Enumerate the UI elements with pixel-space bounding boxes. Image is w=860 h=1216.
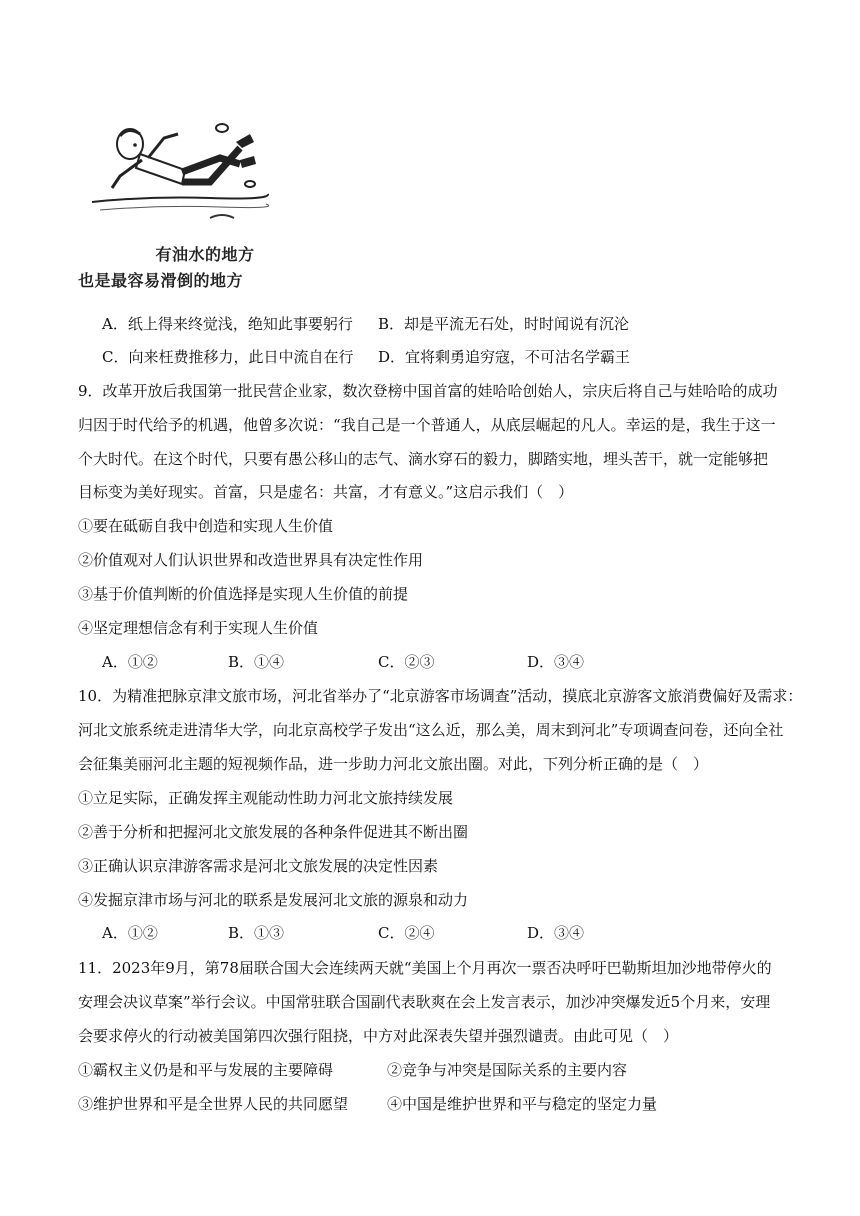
q9-option-c: C．②③ (378, 653, 435, 671)
slipping-man-drawing (90, 118, 270, 238)
q10-option-a: A．①② (102, 924, 158, 942)
q10-stem-line2: 河北文旅系统走进清华大学，向北京高校学子发出“这么近，那么美，周末到河北”专项调查问卷，还向全社 (78, 721, 784, 739)
cartoon-caption-line1: 有油水的地方 (155, 245, 255, 264)
q10-item-1: ①立足实际，正确发挥主观能动性助力河北文旅持续发展 (78, 789, 454, 807)
q11-stem-line2: 安理会决议草案”举行会议。中国常驻联合国副代表耿爽在会上发言表示，加沙冲突爆发近5个月来，安理 (78, 993, 771, 1011)
q9-stem-line3: 个大时代。在这个时代，只要有愚公移山的志气、滴水穿石的毅力，脚踏实地，埋头苦干，就一定能够把 (78, 450, 769, 468)
q9-stem-line2: 归因于时代给予的机遇，他曾多次说：“我自己是一个普通人，从底层崛起的凡人。幸运的是，我生于这一 (78, 416, 776, 434)
q10-option-c: C．②④ (378, 924, 435, 942)
q8-option-d: D．宜将剩勇追穷寇，不可沽名学霸王 (378, 348, 631, 366)
q9-item-1: ①要在砥砺自我中创造和实现人生价值 (78, 517, 334, 535)
q11-item-3: ③维护世界和平是全世界人民的共同愿望 (78, 1095, 349, 1113)
q11-stem-line3: 会要求停火的行动被美国第四次强行阻挠，中方对此深表失望并强烈谴责。由此可见（ ） (78, 1027, 679, 1045)
cartoon-illustration (76, 118, 286, 298)
q9-option-a: A．①② (102, 653, 158, 671)
q11-item-4: ④中国是维护世界和平与稳定的坚定力量 (387, 1095, 658, 1113)
cartoon-caption-line2: 也是最容易滑倒的地方 (78, 271, 244, 290)
q9-stem-line1: 9．改革开放后我国第一批民营企业家，数次登榜中国首富的娃哈哈创始人，宗庆后将自己与娃哈哈的成功 (78, 382, 778, 400)
q9-option-d: D．③④ (527, 653, 585, 671)
q10-item-3: ③正确认识京津游客需求是河北文旅发展的决定性因素 (78, 857, 439, 875)
q10-stem-line1: 10．为精准把脉京津文旅市场，河北省举办了“北京游客市场调查”活动，摸底北京游客文旅消费偏好及需求： (78, 687, 803, 705)
q11-item-1: ①霸权主义仍是和平与发展的主要障碍 (78, 1061, 334, 1079)
q11-stem-line1: 11．2023年9月，第78届联合国大会连续两天就“美国上个月再次一票否决呼吁巴勒斯坦加沙地带停火的 (78, 959, 772, 977)
q8-option-b: B．却是平流无石处，时时闻说有沉沦 (378, 315, 630, 333)
q8-option-a: A．纸上得来终觉浅，绝知此事要躬行 (102, 315, 353, 333)
q11-item-2: ②竞争与冲突是国际关系的主要内容 (387, 1061, 628, 1079)
q10-item-2: ②善于分析和把握河北文旅发展的各种条件促进其不断出圈 (78, 823, 469, 841)
q9-item-3: ③基于价值判断的价值选择是实现人生价值的前提 (78, 585, 409, 603)
q10-stem-line3: 会征集美丽河北主题的短视频作品，进一步助力河北文旅出圈。对此，下列分析正确的是（ ） (78, 755, 709, 773)
q8-option-c: C．向来枉费推移力，此日中流自在行 (102, 348, 354, 366)
q10-item-4: ④发掘京津市场与河北的联系是发展河北文旅的源泉和动力 (78, 891, 469, 909)
q10-option-d: D．③④ (527, 924, 585, 942)
q9-stem-line4: 目标变为美好现实。首富，只是虚名：共富，才有意义。”这启示我们（ ） (78, 483, 574, 501)
q9-option-b: B．①④ (228, 653, 285, 671)
q9-item-2: ②价值观对人们认识世界和改造世界具有决定性作用 (78, 551, 424, 569)
q10-option-b: B．①③ (228, 924, 285, 942)
q9-item-4: ④坚定理想信念有利于实现人生价值 (78, 619, 319, 637)
